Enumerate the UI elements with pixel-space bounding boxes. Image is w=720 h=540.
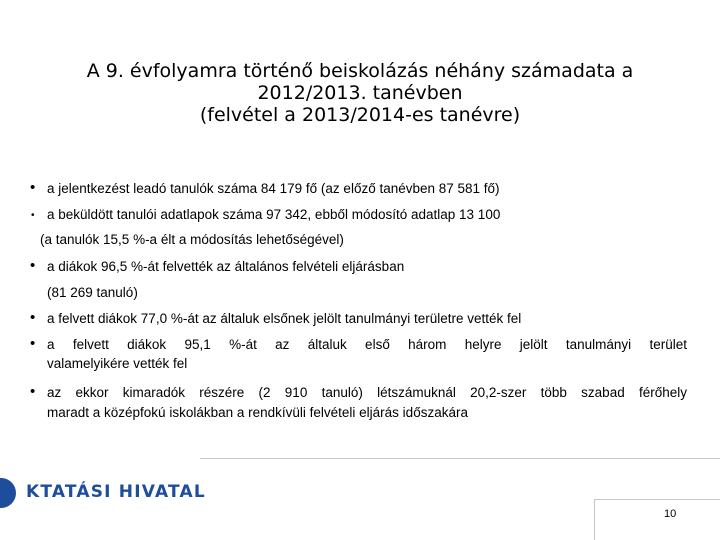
bullet-3-line-1: a diákok 96,5 %-át felvették az általános felvételi eljárásban — [47, 259, 405, 274]
bullet-6-icon: • — [30, 383, 36, 400]
bullet-5-icon: • — [30, 335, 36, 352]
bullet-3-line-2: (81 269 tanuló) — [47, 285, 138, 300]
page-number-box — [594, 499, 720, 540]
title-line-1: A 9. évfolyamra történő beiskolázás néhány számadata a — [86, 60, 634, 82]
bullet-2-line-1: a beküldött tanulói adatlapok száma 97 342, ebből módosító adatlap 13 100 — [47, 207, 501, 222]
bullet-6-line-1: az ekkor kimaradók részére (2 910 tanuló) létszámuknál 20,2-szer több szabad férőhely — [47, 385, 687, 400]
bullet-2-icon: • — [31, 210, 35, 221]
bullet-5-line-2: valamelyikére vették fel — [47, 356, 188, 371]
footer-divider — [200, 458, 720, 459]
bullet-1-line-1: a jelentkezést leadó tanulók száma 84 179 fő (az előző tanévben 87 581 fő) — [47, 181, 500, 196]
bullet-4-line-1: a felvett diákok 77,0 %-át az általuk elsőnek jelölt tanulmányi területre vették fel — [47, 311, 522, 326]
page-number: 10 — [664, 508, 677, 520]
title-line-2: 2012/2013. tanévben — [257, 82, 463, 104]
bullet-6-line-2: maradt a középfokú iskolákban a rendkívüli felvételi eljárás időszakára — [47, 405, 468, 420]
logo-text: KTATÁSI HIVATAL — [26, 482, 206, 502]
bullet-5-line-1: a felvett diákok 95,1 %-át az általuk első három helyre jelölt tanulmányi terület — [47, 337, 687, 352]
title-line-3: (felvétel a 2013/2014-es tanévre) — [199, 104, 521, 126]
bullet-4-icon: • — [30, 309, 36, 326]
bullet-1-icon: • — [30, 179, 36, 196]
bullet-3-icon: • — [30, 257, 36, 274]
bullet-2-line-2: (a tanulók 15,5 %-a élt a módosítás lehetőségével) — [40, 232, 344, 247]
